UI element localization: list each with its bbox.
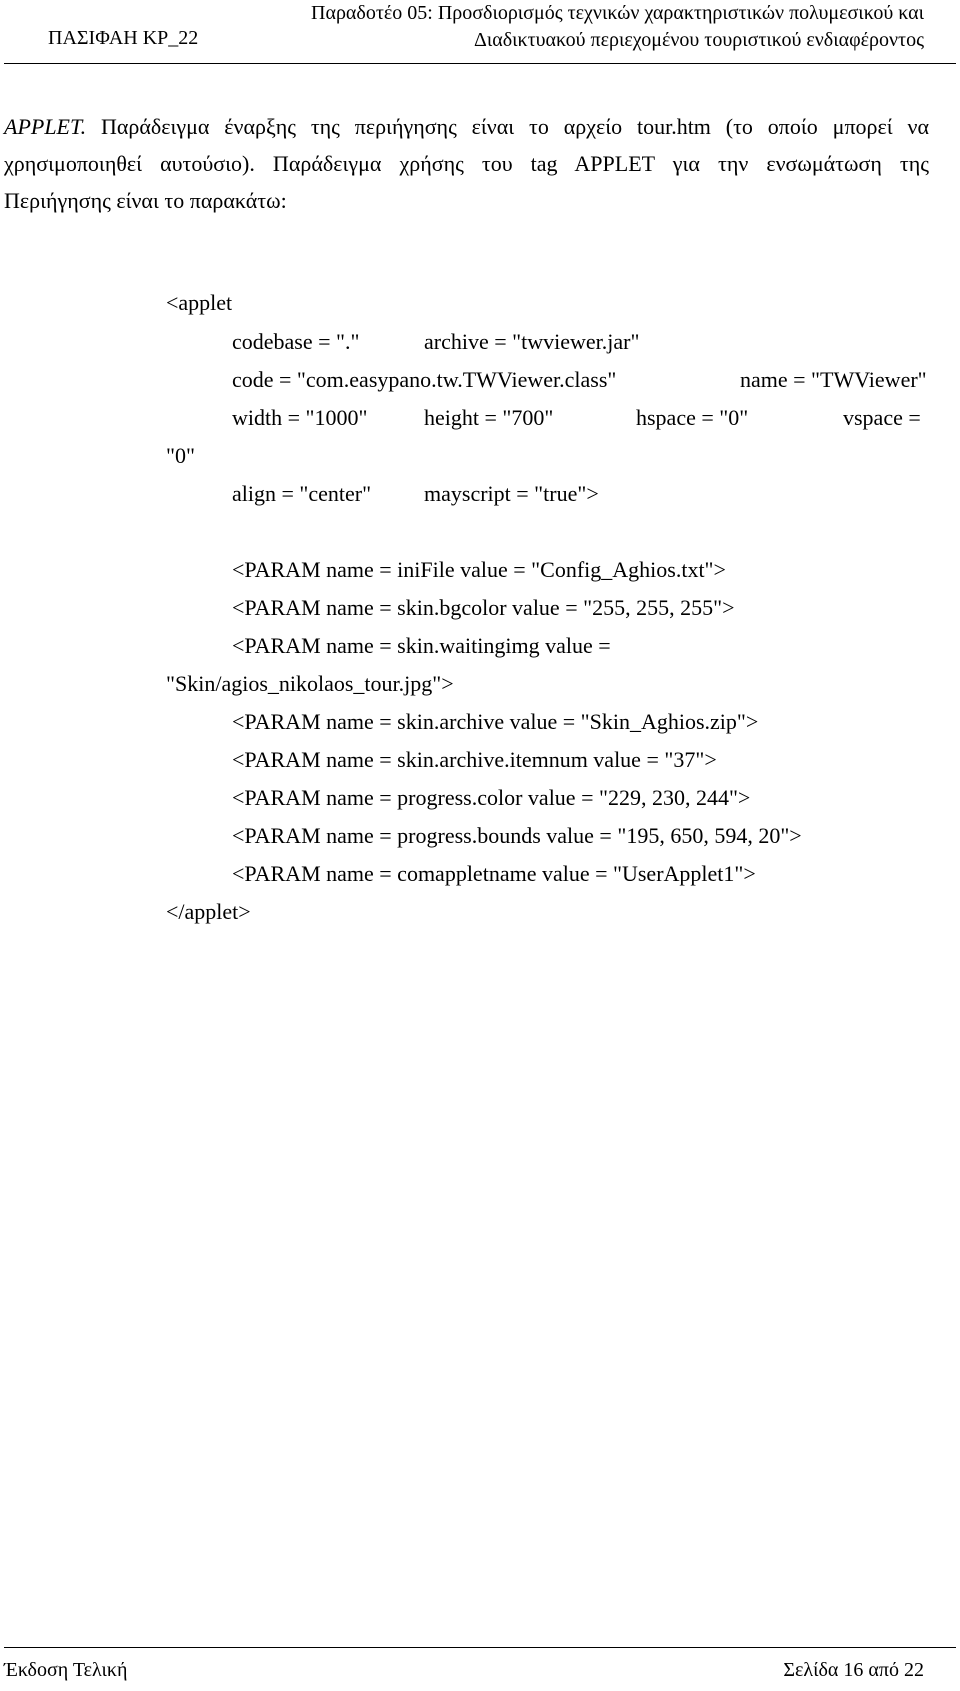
param-inifile: <PARAM name = iniFile value = "Config_Aghios.txt"> bbox=[232, 557, 726, 582]
intro-line-1 bbox=[4, 108, 929, 145]
intro-line-2: χρησιμοποιηθεί αυτούσιο). Παράδειγμα χρήσης του tag APPLET για την ενσωμάτωση της bbox=[4, 151, 929, 176]
height-attr: height = "700" bbox=[424, 405, 554, 430]
param-skin-archive-itemnum: <PARAM name = skin.archive.itemnum value = "37"> bbox=[232, 747, 717, 772]
applet-open-tag: <applet bbox=[166, 290, 233, 315]
footer-page-number: Σελίδα 16 από 22 bbox=[783, 1659, 924, 1681]
param-progress-color: <PARAM name = progress.color value = "229, 230, 244"> bbox=[232, 785, 751, 810]
intro-lead-term: APPLET. bbox=[4, 114, 87, 139]
param-skin-bgcolor: <PARAM name = skin.bgcolor value = "255, 255, 255"> bbox=[232, 595, 735, 620]
align-attr: align = "center" bbox=[232, 481, 372, 506]
param-progress-bounds: <PARAM name = progress.bounds value = "195, 650, 594, 20"> bbox=[232, 823, 802, 848]
param-skin-archive: <PARAM name = skin.archive value = "Skin_Aghios.zip"> bbox=[232, 709, 759, 734]
header-project-code: ΠΑΣΙΦΑΗ ΚΡ_22 bbox=[48, 27, 199, 49]
param-comappletname: <PARAM name = comappletname value = "UserApplet1"> bbox=[232, 861, 756, 886]
intro-paragraph bbox=[4, 108, 929, 219]
intro-line-3: Περιήγησης είναι το παρακάτω: bbox=[4, 188, 287, 213]
header-title-line-2: Διαδικτυακού περιεχομένου τουριστικού ενδιαφέροντος bbox=[473, 29, 924, 51]
param-skin-waitingimg-value: "Skin/agios_nikolaos_tour.jpg"> bbox=[166, 671, 454, 696]
name-attr: name = "TWViewer" bbox=[740, 367, 927, 392]
intro-line-1-text: Παράδειγμα έναρξης της περιήγησης είναι το αρχείο tour.htm (το οποίο μπορεί να bbox=[86, 114, 929, 139]
codebase-attr: codebase = "." bbox=[232, 329, 360, 354]
footer-version: Έκδοση Τελική bbox=[4, 1659, 128, 1681]
vspace-value: "0" bbox=[166, 443, 195, 468]
archive-attr: archive = "twviewer.jar" bbox=[424, 329, 640, 354]
footer-divider bbox=[4, 1647, 956, 1648]
header-divider bbox=[4, 63, 956, 64]
hspace-attr: hspace = "0" bbox=[636, 405, 749, 430]
code-attr: code = "com.easypano.tw.TWViewer.class" bbox=[232, 367, 617, 392]
vspace-attr: vspace = bbox=[843, 405, 921, 430]
page-header bbox=[0, 0, 960, 64]
header-title-line-1: Παραδοτέο 05: Προσδιορισμός τεχνικών χαρακτηριστικών πολυμεσικού και bbox=[311, 2, 924, 24]
applet-close-tag: </applet> bbox=[166, 899, 251, 924]
header-deliverable-title bbox=[311, 0, 924, 54]
mayscript-attr: mayscript = "true"> bbox=[424, 481, 599, 506]
param-skin-waitingimg: <PARAM name = skin.waitingimg value = bbox=[232, 633, 611, 658]
width-attr: width = "1000" bbox=[232, 405, 368, 430]
